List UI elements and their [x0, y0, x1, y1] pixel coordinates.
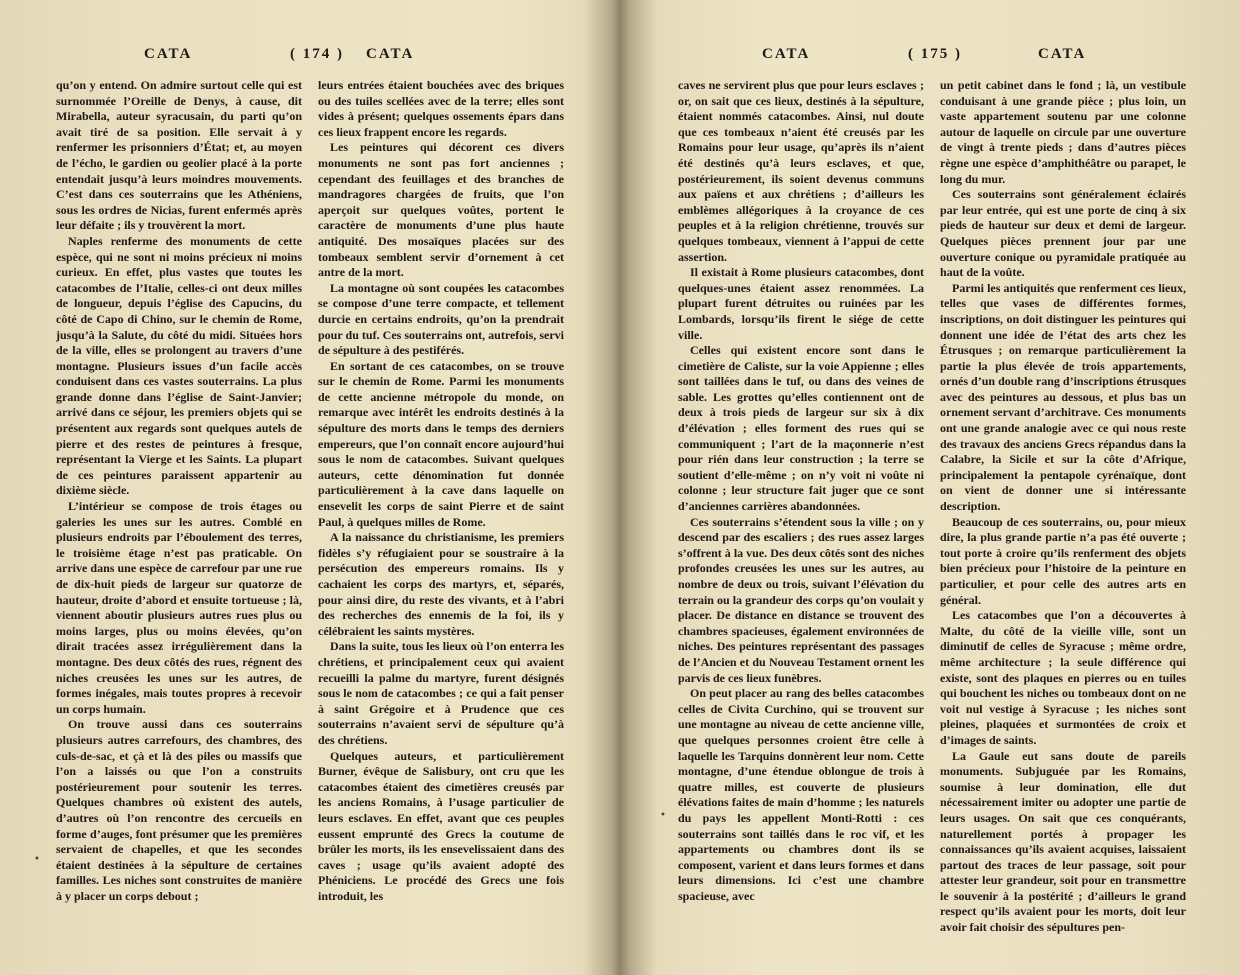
margin-mark: •: [34, 854, 40, 865]
column-left: [678, 78, 924, 963]
text-columns: [678, 78, 1186, 963]
paragraph: En sortant de ces catacombes, on se trouve sur le chemin de Rome. Parmi les monuments de cette ancienne métropole du monde, on remarque avec intérêt les endroits destinés à la sépulture des morts dans le temps des derniers empereurs, que l’on connaît encore aujourd’hui sous le nom de catacombes. Suivant quelques auteurs, cette dénomination fut donnée particulièrement à la cave dans laquelle on ensevelit les corps de saint Pierre et de saint Paul, à quelques milles de Rome.: [318, 358, 564, 529]
column-left: [56, 78, 302, 963]
running-head: [0, 46, 612, 68]
page-number: ( 175 ): [908, 46, 962, 62]
column-right: [940, 78, 1186, 963]
right-page: [628, 0, 1240, 975]
paragraph: leurs entrées étaient bouchées avec des briques ou des tuiles scellées avec de la terre; elles sont vides à présent; quelques ossements épars dans ces lieux frappent encore les regards.: [318, 78, 564, 139]
left-page: [0, 0, 612, 975]
head-right: CATA: [366, 46, 415, 62]
paragraph: Dans la suite, tous les lieux où l’on enterra les chrétiens, et principalement ceux qui avaient recueilli la palme du martyre, furent désignés sous le nom de catacombes ; ce qui a fait penser à saint Grégoire et à Prudence que ces souterrains n’avaient servi de sépulture qu’à des chrétiens.: [318, 639, 564, 747]
page-number: ( 174 ): [290, 46, 344, 62]
head-left: CATA: [762, 46, 811, 62]
paragraph: caves ne servirent plus que pour leurs esclaves ; or, on sait que ces lieux, destinés à la sépulture, étaient nommés catacombes. Ainsi, nul doute que ces tombeaux n’aient été creusés par les Romains pour leur usage, qu’après ils n’aient été destinés qu’à leurs esclaves, et que, postérieurement, ils soient devenus communs aux païens et aux chrétiens ; d’ailleurs les emblèmes allégoriques à la croyance de ces peuples et à la religion chrétienne, trouvés sur quelques tombeaux, viennent à l’appui de cette assertion.: [678, 78, 924, 264]
running-head: [628, 46, 1240, 68]
paragraph: Beaucoup de ces souterrains, ou, pour mieux dire, la plus grande partie n’a pas été ouverte ; tout porte à croire qu’ils renferment des objets bien précieux pour l’histoire de la peinture en particulier, et pour celle des autres arts en général.: [940, 514, 1186, 607]
margin-mark: •: [660, 810, 666, 821]
paragraph: La montagne où sont coupées les catacombes se compose d’une terre compacte, et tellement durcie en certains endroits, qu’on la prendrait pour du tuf. Ces souterrains ont, autrefois, servi de sépulture à des pestiférés.: [318, 280, 564, 358]
paragraph: On trouve aussi dans ces souterrains plusieurs autres carrefours, des chambres, des culs-de-sac, et çà et là des piles ou massifs que l’on a laissés ou que l’on a construits postérieurement pour soutenir les terres. Quelques chambres où existent des autels, d’autres où l’on rencontre des cercueils en forme d’auges, font présumer que les premières servaient de chapelles, et que les secondes étaient destinées à la sépulture de certaines familles. Les niches sont construites de manière à y placer un corps debout ;: [56, 717, 302, 903]
paragraph: Les peintures qui décorent ces divers monuments ne sont pas fort anciennes ; cependant des feuillages et des branches de mandragores chargées de fruits, que l’on aperçoit sur quelques voûtes, portent le caractère de monuments d’une plus haute antiquité. Des mosaïques placées sur des tombeaux semblent servir d’ornement à cet antre de la mort.: [318, 140, 564, 280]
paragraph: Ces souterrains sont généralement éclairés par leur entrée, qui est une porte de cinq à six pieds de hauteur sur deux et demi de largeur. Quelques pièces prennent jour par une ouverture conique ou pyramidale pratiquée au haut de la voûte.: [940, 187, 1186, 280]
paragraph: L’intérieur se compose de trois étages ou galeries les unes sur les autres. Comblé en plusieurs endroits par l’éboulement des terres, le troisième étage n’est pas praticable. On arrive dans une espèce de carrefour par une rue de dix-huit pieds de largeur sur quatorze de hauteur, droite d’abord et ensuite tortueuse ; là, viennent aboutir plusieurs autres rues plus ou moins larges, plus ou moins élevées, qu’on dirait tracées assez irrégulièrement dans la montagne. Des deux côtés des rues, régnent des niches creusées les unes sur les autres, de formes inégales, mais toutes propres à recevoir un corps humain.: [56, 499, 302, 716]
paragraph: Les catacombes que l’on a découvertes à Malte, du côté de la vieille ville, sont un diminutif de celles de Syracuse ; même ordre, même architecture ; la seule différence qui existe, sont des plaques en pierres ou en tuiles qui bouchent les niches ou tombeaux dont on ne voit nul vestige à Syracuse ; les niches sont pleines, plaquées et surmontées de croix et d’images de saints.: [940, 608, 1186, 747]
head-right: CATA: [1038, 46, 1087, 62]
paragraph: La Gaule eut sans doute de pareils monuments. Subjuguée par les Romains, soumise à leur domination, elle dut nécessairement imiter ou adopter une partie de leurs usages. On sait que ces conquérants, naturellement portés à propager les connaissances qu’ils avaient acquises, laissaient partout des traces de leur passage, soit pour attester leur grandeur, soit pour en transmettre le souvenir à la postérité ; d’ailleurs le grand respect qu’ils avaient pour les morts, doit leur avoir fait choisir des sépultures pen-: [940, 748, 1186, 935]
paragraph: Celles qui existent encore sont dans le cimetière de Caliste, sur la voie Appienne ; elles sont taillées dans le tuf, ou dans des veines de sable. Les grottes qu’elles contiennent ont de deux à trois pieds de largeur sur six à dix d’élévation ; elles forment des rues qui se communiquent ; l’art de la maçonnerie n’est pour rién dans leur construction ; la terre se soutient d’elle-même ; on n’y voit ni voûte ni colonne ; leur structure fait juger que ce sont d’anciennes carrières abandonnées.: [678, 343, 924, 514]
paragraph: un petit cabinet dans le fond ; là, un vestibule conduisant à une grande pièce ; plus loin, un vaste appartement soutenu par une colonne autour de laquelle on circule par une ouverture de vingt à trente pieds ; dans d’autres pièces règne une espèce d’amphithéâtre ou parapet, le long du mur.: [940, 78, 1186, 186]
paragraph: A la naissance du christianisme, les premiers fidèles s’y réfugiaient pour se soustraire à la persécution des empereurs romains. Ils y cachaient les corps des martyrs, et, séparés, pour ainsi dire, du reste des vivants, et à l’abri des recherches des ennemis de la foi, ils y célébraient les saints mystères.: [318, 530, 564, 638]
head-left: CATA: [144, 46, 193, 62]
text-columns: [56, 78, 564, 963]
paragraph: Parmi les antiquités que renferment ces lieux, telles que vases de différentes formes, inscriptions, on doit distinguer les peintures qui donnent une idée de l’état des arts chez les Étrusques ; on remarque particulièrement la partie la plus élevée de trois appartements, ornés d’un double rang d’inscriptions étrusques avec des peintures au dessous, et plus bas un ornement servant d’architrave. Ces monuments ont une grande analogie avec ce qui nous reste des travaux des anciens Grecs répandus dans la Calabre, la Sicile et sur la côte d’Afrique, principalement la pentapole cyrénaïque, dont on vient de donner une si intéressante description.: [940, 280, 1186, 514]
paragraph: Naples renferme des monuments de cette espèce, qui ne sont ni moins précieux ni moins curieux. En effet, plus vastes que toutes les catacombes de l’Italie, celles-ci ont deux milles de longueur, depuis l’église des Capucins, du côté de Capo di Chino, sur le chemin de Rome, jusqu’à la Salute, du côté du midi. Situées hors de la ville, elles se prolongent au travers d’une montagne. Plusieurs issues d’un facile accès conduisent dans ces vastes souterrains. La plus grande donne dans l’église de Saint-Janvier; arrivé dans ce séjour, les premiers objets qui se présentent aux regards sont quelques autels de pierre et des restes de peintures à fresque, représentant la Vierge et les Saints. La plupart de ces peintures paraissent appartenir au dixième siècle.: [56, 233, 302, 498]
paragraph: On peut placer au rang des belles catacombes celles de Civita Curchino, qui se trouvent sur une montagne au niveau de cette ancienne ville, que quelques personnes croient être celle à laquelle les Tarquins donnèrent leur nom. Cette montagne, d’une étendue oblongue de trois à quatre milles, est couverte de plusieurs élévations faites de main d’homme ; les naturels du pays les appellent Monti-Rotti : ces souterrains sont taillés dans le roc vif, et les appartements ou chambres dont ils se composent, varient et dans leurs formes et dans leurs dimensions. Ici c’est une chambre spacieuse, avec: [678, 686, 924, 903]
column-right: [318, 78, 564, 963]
paragraph: Il existait à Rome plusieurs catacombes, dont quelques-unes étaient assez renommées. La plupart furent détruites ou ruinées par les Lombards, lorsqu’ils firent le siége de cette ville.: [678, 265, 924, 342]
paragraph: qu’on y entend. On admire surtout celle qui est surnommée l’Oreille de Denys, à cause, dit Mirabella, auteur syracusain, du parti qu’on avait tiré de sa position. Elle servait à y renfermer les prisonniers d’État; et, au moyen de l’écho, le gardien ou geolier placé à la porte entendait jusqu’à leurs moindres mouvements. C’est dans ces souterrains que les Athéniens, sous les ordres de Nicias, furent enfermés après leur défaite ; ils y trouvèrent la mort.: [56, 78, 302, 233]
paragraph: Quelques auteurs, et particulièrement Burner, évêque de Salisbury, ont cru que les catacombes étaient des cimetières creusés par les anciens Romains, à l’usage particulier de leurs esclaves. En effet, avant que ces peuples eussent emprunté des Grecs la coutume de brûler les morts, ils les ensevelissaient dans des caves ; usage qu’ils avaient adopté des Phéniciens. Le procédé des Grecs une fois introduit, les: [318, 748, 564, 903]
paragraph: Ces souterrains s’étendent sous la ville ; on y descend par des escaliers ; des rues assez larges s’offrent à la vue. Des deux côtés sont des niches profondes creusées les unes sur les autres, au nombre de deux ou trois, suivant l’élévation du terrain ou la grandeur des corps qu’on voulait y placer. De distance en distance se trouvent des chambres spacieuses, également environnées de niches. Des peintures représentant des passages de l’Ancien et du Nouveau Testament ornent les parvis de ces lieux funèbres.: [678, 514, 924, 685]
